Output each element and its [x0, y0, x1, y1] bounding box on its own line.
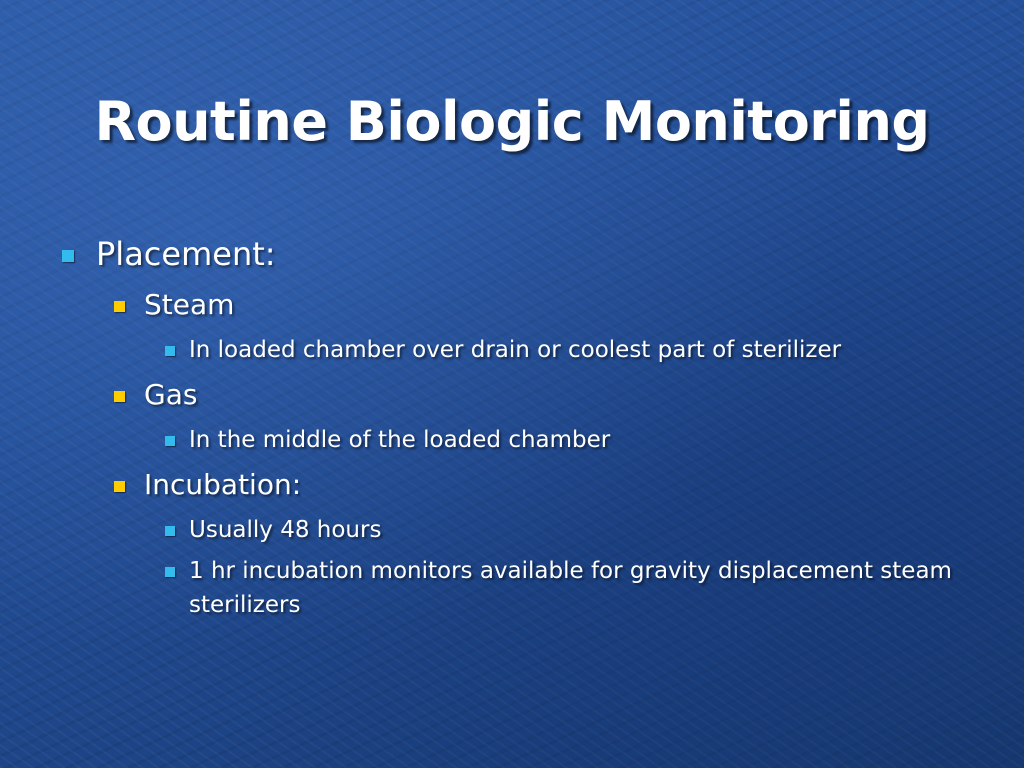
- bullet-text: Gas: [144, 378, 198, 411]
- bullet-text: Steam: [144, 288, 235, 321]
- bullet-text: Incubation:: [144, 468, 302, 501]
- square-bullet-icon: [62, 250, 74, 262]
- bullet-gas-detail: [165, 423, 965, 457]
- bullet-placement: [62, 234, 962, 274]
- bullet-incubation: [114, 467, 974, 503]
- bullet-steam-detail: [165, 333, 965, 367]
- square-bullet-icon: [114, 301, 125, 312]
- bullet-text: Usually 48 hours: [189, 517, 382, 543]
- bullet-incubation-detail-1: [165, 513, 965, 547]
- bullet-steam: [114, 287, 974, 323]
- square-bullet-icon: [114, 391, 125, 402]
- square-bullet-icon: [165, 346, 175, 356]
- square-bullet-icon: [114, 481, 125, 492]
- bullet-incubation-detail-2: [165, 554, 955, 622]
- bullet-text: In loaded chamber over drain or coolest part of sterilizer: [189, 337, 842, 363]
- bullet-text: Placement:: [96, 235, 276, 273]
- square-bullet-icon: [165, 526, 175, 536]
- square-bullet-icon: [165, 436, 175, 446]
- bullet-gas: [114, 377, 974, 413]
- square-bullet-icon: [165, 567, 175, 577]
- bullet-text: In the middle of the loaded chamber: [189, 427, 611, 453]
- slide-title: Routine Biologic Monitoring: [94, 90, 930, 153]
- bullet-text: 1 hr incubation monitors available for gravity displacement steam sterilizers: [189, 558, 952, 618]
